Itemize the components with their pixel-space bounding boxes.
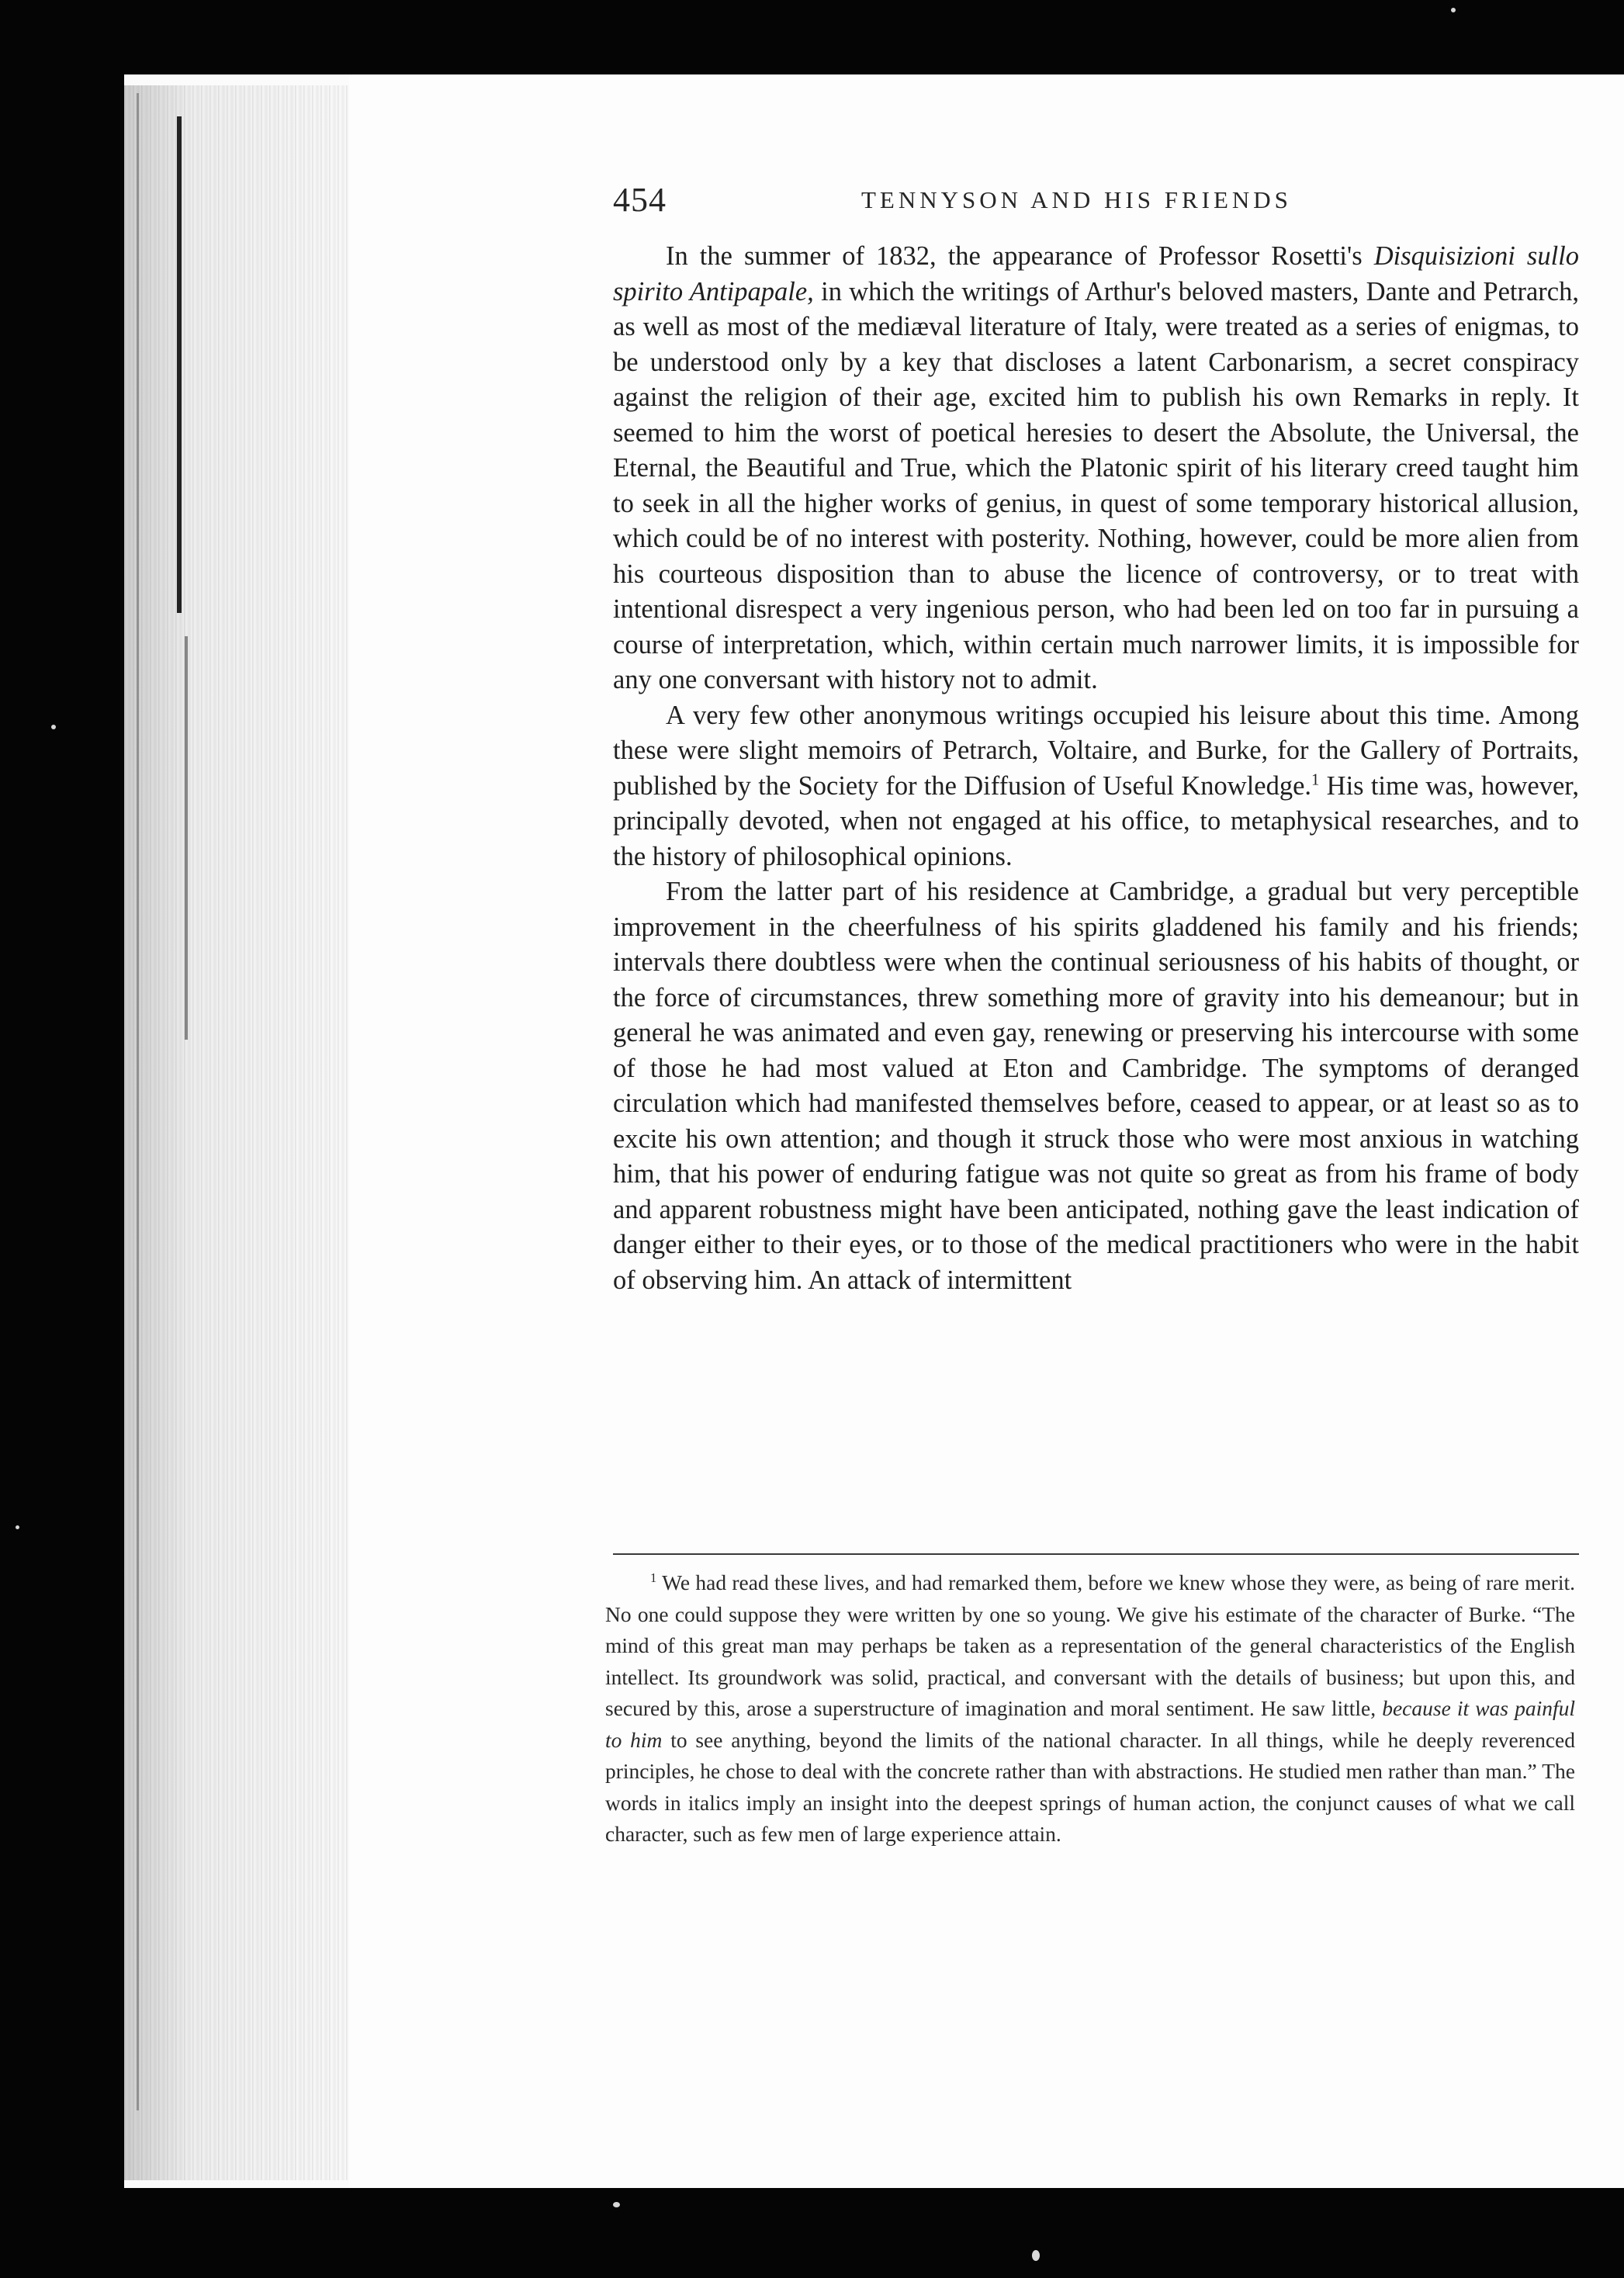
paragraph-1 — [613, 239, 1579, 698]
body-text — [613, 239, 1579, 1298]
paragraph-2 — [613, 698, 1579, 875]
book-title-italic: Disquisizioni sullo spirito Antipapale, — [613, 241, 1579, 306]
page-header — [613, 180, 1579, 219]
paragraph-3: From the latter part of his residence at Cambridge, a gradual but very perceptible improvement in the cheerfulness of his spirits gladdened his family and his friends; intervals there doubtless were when the continual seriousness of his habits of thought, or the force of circumstances, threw something more of gravity into his demeanour; but in general he was animated and even gay, renewing or preserving his intercourse with some of those he had most valued at Eton and Cambridge. The symptoms of deranged circulation which had manifested themselves before, ceased to appear, or at least so as to excite his own attention; and though it struck those who were most anxious in watching him, that his power of enduring fatigue was not quite so great as from his frame of body and apparent robustness might have been anticipated, nothing gave the least indication of danger either to their eyes, or to those of the medical practitioners who were in the habit of observing him. An attack of intermittent — [613, 877, 1579, 1295]
footnote-text-start: We had read these lives, and had remarked them, before we knew whose they were, as being of rare merit. No one could suppose they were written by one so young. We give his estimate of the character of Burke. “The mind of this great man may perhaps be taken as a representation of the general characteristics of the English intellect. Its groundwork was solid, practical, and conversant with the details of business; but upon this, and secured by this, arose a superstructure of imagination and moral sentiment. He saw little, — [605, 1570, 1575, 1720]
page-edge-shadow — [137, 93, 139, 2110]
paragraph-2-start: A very few other anonymous writings occupied his leisure about this time. Among these were slight memoirs of Petrarch, Voltaire, and Burke, for the Gallery of Portraits, published by the Society for the Diffusion of Useful Knowledge. — [613, 700, 1579, 801]
dust-speck — [51, 725, 56, 729]
paragraph-1-rest: in which the writings of Arthur's beloved masters, Dante and Petrarch, as well as most of the mediæval literature of Italy, were treated as a series of enigmas, to be understood only by a key that discloses a latent Carbonarism, a secret conspiracy against the religion of their age, excited him to publish his own Remarks in reply. It seemed to him the worst of poetical heresies to desert the Absolute, the Universal, the Eternal, the Beautiful and True, which the Platonic spirit of his literary creed taught him to seek in all the higher works of genius, in quest of some temporary historical allusion, which could be of no interest with posterity. Nothing, however, could be more alien from his courteous disposition than to abuse the licence of controversy, or to treat with intentional disrespect a very ingenious person, who had been led on too far in pursuing a course of interpretation, which, within certain much narrower limits, it is impossible for any one conversant with history not to admit. — [613, 276, 1579, 694]
dust-speck — [1032, 2250, 1040, 2261]
footnote-divider — [613, 1553, 1579, 1555]
paragraph-1-intro: In the summer of 1832, the appearance of Professor Rosetti's — [666, 241, 1374, 271]
page-number: 454 — [613, 181, 667, 219]
footnote-italic-phrase: because it was painful to him — [605, 1696, 1575, 1752]
page-edge-shadow — [177, 116, 182, 613]
footnote-text-end: to see anything, beyond the limits of the national character. In all things, while he deeply reverenced principles, he chose to deal with the concrete rather than with abstractions. He studied men rather than man.” The words in italics imply an insight into the deepest springs of human action, the conjunct causes of what we call character, such as few men of large experience attain. — [605, 1727, 1576, 1846]
footnote-reference: 1 — [1311, 771, 1320, 788]
page-edges — [124, 85, 349, 2180]
page-edge-shadow — [185, 636, 188, 1040]
paragraph-2-end: His time was, however, principally devoted, when not engaged at his office, to metaphysical researches, and to the history of philosophical opinions. — [613, 770, 1579, 871]
running-title: TENNYSON AND HIS FRIENDS — [861, 186, 1292, 213]
dust-speck — [1451, 8, 1456, 12]
dust-speck — [613, 2202, 620, 2207]
footnote-marker: 1 — [650, 1570, 657, 1585]
dust-speck — [16, 1525, 19, 1529]
footnote — [605, 1567, 1575, 1850]
